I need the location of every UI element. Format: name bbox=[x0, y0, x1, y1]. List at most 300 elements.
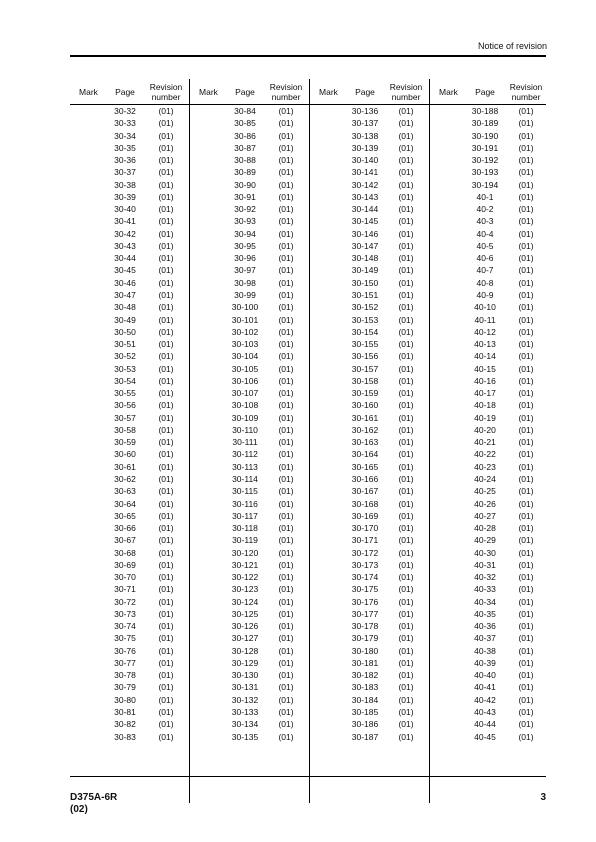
revision-cell: (01) bbox=[158, 191, 174, 202]
mark-cell bbox=[430, 559, 467, 571]
table-row bbox=[310, 252, 429, 264]
table-row bbox=[70, 166, 189, 178]
revision-cell: (01) bbox=[398, 731, 414, 742]
page-cell: 30-139 bbox=[351, 142, 379, 153]
page-cell: 30-163 bbox=[351, 437, 379, 448]
revision-cell: (01) bbox=[518, 523, 534, 534]
mark-cell bbox=[70, 620, 107, 632]
revision-cell: (01) bbox=[518, 106, 534, 116]
revision-cell: (01) bbox=[518, 228, 534, 239]
table-row bbox=[70, 424, 189, 436]
table-row bbox=[430, 338, 549, 350]
mark-cell bbox=[430, 338, 467, 350]
revision-cell: (01) bbox=[158, 277, 174, 288]
revision-cell: (01) bbox=[278, 204, 294, 215]
table-row bbox=[430, 731, 549, 743]
page-header: Page bbox=[475, 86, 495, 97]
mark-cell bbox=[310, 718, 347, 730]
revision-cell: (01) bbox=[278, 265, 294, 276]
page-cell: 30-133 bbox=[231, 707, 259, 718]
page-cell: 30-75 bbox=[114, 633, 136, 644]
mark-cell bbox=[190, 424, 227, 436]
page-cell: 30-115 bbox=[232, 486, 258, 497]
table-row bbox=[430, 657, 549, 669]
mark-cell bbox=[190, 620, 227, 632]
table-row bbox=[430, 228, 549, 240]
page-cell: 40-17 bbox=[474, 388, 496, 399]
table-row bbox=[430, 142, 549, 154]
mark-cell bbox=[310, 657, 347, 669]
table-row bbox=[430, 375, 549, 387]
mark-cell bbox=[310, 596, 347, 608]
revision-cell: (01) bbox=[278, 719, 294, 730]
revision-cell: (01) bbox=[518, 707, 534, 718]
revision-cell: (01) bbox=[158, 424, 174, 435]
page-cell: 30-63 bbox=[114, 486, 136, 497]
revision-cell: (01) bbox=[278, 535, 294, 546]
revision-cell: (01) bbox=[398, 682, 414, 693]
page-cell: 30-113 bbox=[232, 461, 258, 472]
revision-cell: (01) bbox=[278, 707, 294, 718]
revision-cell: (01) bbox=[398, 277, 414, 288]
page-cell: 30-159 bbox=[351, 388, 379, 399]
mark-cell bbox=[70, 240, 107, 252]
page-cell: 40-27 bbox=[474, 510, 496, 521]
page-cell: 30-41 bbox=[114, 216, 136, 227]
mark-cell bbox=[70, 105, 107, 117]
mark-cell bbox=[190, 154, 227, 166]
revision-cell: (01) bbox=[398, 302, 414, 313]
mark-cell bbox=[430, 375, 467, 387]
table-row bbox=[430, 620, 549, 632]
mark-cell bbox=[310, 731, 347, 743]
mark-cell bbox=[430, 326, 467, 338]
page-cell: 40-8 bbox=[476, 277, 494, 288]
revision-cell: (01) bbox=[518, 118, 534, 129]
mark-cell bbox=[70, 412, 107, 424]
mark-cell bbox=[310, 571, 347, 583]
table-row bbox=[190, 130, 309, 142]
mark-cell bbox=[190, 608, 227, 620]
table-row bbox=[190, 608, 309, 620]
mark-cell bbox=[430, 166, 467, 178]
table-row bbox=[70, 731, 189, 743]
revision-cell: (01) bbox=[158, 473, 174, 484]
mark-cell bbox=[70, 706, 107, 718]
table-row bbox=[310, 117, 429, 129]
table-row bbox=[70, 301, 189, 313]
mark-cell bbox=[70, 142, 107, 154]
page-cell: 40-10 bbox=[474, 302, 496, 313]
revision-cell: (01) bbox=[398, 118, 414, 129]
revision-cell: (01) bbox=[518, 596, 534, 607]
revision-cell: (01) bbox=[158, 326, 174, 337]
mark-cell bbox=[430, 461, 467, 473]
page-cell: 30-146 bbox=[351, 228, 379, 239]
table-row bbox=[190, 731, 309, 743]
table-row bbox=[310, 547, 429, 559]
page-cell: 40-36 bbox=[474, 621, 496, 632]
page-cell: 30-34 bbox=[114, 130, 136, 141]
mark-cell bbox=[70, 718, 107, 730]
revision-cell: (01) bbox=[518, 326, 534, 337]
mark-cell bbox=[310, 191, 347, 203]
table-row bbox=[430, 203, 549, 215]
table-row bbox=[310, 522, 429, 534]
header-block-1 bbox=[70, 79, 189, 104]
revision-cell: (01) bbox=[158, 584, 174, 595]
mark-cell bbox=[70, 314, 107, 326]
mark-cell bbox=[310, 473, 347, 485]
page-cell: 30-48 bbox=[114, 302, 136, 313]
revision-cell: (01) bbox=[278, 633, 294, 644]
page-cell: 30-185 bbox=[351, 707, 379, 718]
page-cell: 30-38 bbox=[114, 179, 136, 190]
mark-cell bbox=[190, 228, 227, 240]
table-row bbox=[430, 596, 549, 608]
mark-cell bbox=[70, 436, 107, 448]
revision-cell: (01) bbox=[278, 621, 294, 632]
revision-cell: (01) bbox=[278, 731, 294, 742]
page-cell: 30-170 bbox=[351, 523, 379, 534]
page-cell: 30-83 bbox=[114, 731, 136, 742]
page-cell: 30-66 bbox=[114, 523, 136, 534]
mark-cell bbox=[70, 166, 107, 178]
revision-cell: (01) bbox=[398, 253, 414, 264]
page-cell: 30-86 bbox=[234, 130, 256, 141]
table-row bbox=[70, 363, 189, 375]
page-cell: 30-184 bbox=[351, 694, 379, 705]
page-cell: 30-134 bbox=[231, 719, 259, 730]
page-cell: 40-19 bbox=[474, 412, 496, 423]
revision-cell: (01) bbox=[278, 155, 294, 166]
table-row bbox=[70, 436, 189, 448]
page-cell: 30-97 bbox=[234, 265, 256, 276]
table-row bbox=[310, 583, 429, 595]
revision-cell: (01) bbox=[158, 657, 174, 668]
table-row bbox=[70, 498, 189, 510]
table-row bbox=[430, 252, 549, 264]
mark-cell bbox=[190, 166, 227, 178]
revision-cell: (01) bbox=[158, 388, 174, 399]
mark-cell bbox=[310, 424, 347, 436]
table-row bbox=[70, 142, 189, 154]
revision-cell: (01) bbox=[518, 302, 534, 313]
revision-cell: (01) bbox=[278, 437, 294, 448]
revision-cell: (01) bbox=[278, 645, 294, 656]
table-row bbox=[310, 350, 429, 362]
header-block-2 bbox=[189, 79, 309, 104]
mark-cell bbox=[430, 620, 467, 632]
mark-cell bbox=[310, 264, 347, 276]
table-row bbox=[310, 412, 429, 424]
page-cell: 40-20 bbox=[474, 424, 496, 435]
table-row bbox=[70, 632, 189, 644]
mark-cell bbox=[310, 461, 347, 473]
table-row bbox=[190, 534, 309, 546]
revision-cell: (01) bbox=[278, 130, 294, 141]
mark-cell bbox=[430, 694, 467, 706]
page-cell: 30-176 bbox=[351, 596, 379, 607]
mark-cell bbox=[310, 154, 347, 166]
table-row bbox=[310, 534, 429, 546]
table-row bbox=[430, 485, 549, 497]
page-cell: 30-107 bbox=[231, 388, 259, 399]
table-row bbox=[190, 485, 309, 497]
page-cell: 30-80 bbox=[114, 694, 136, 705]
revision-cell: (01) bbox=[398, 707, 414, 718]
mark-cell bbox=[310, 375, 347, 387]
revision-cell: (01) bbox=[278, 657, 294, 668]
page-cell: 30-181 bbox=[351, 657, 379, 668]
mark-cell bbox=[190, 289, 227, 301]
page-cell: 30-179 bbox=[351, 633, 379, 644]
revision-cell: (01) bbox=[158, 375, 174, 386]
page-cell: 30-61 bbox=[114, 461, 136, 472]
page-cell: 30-155 bbox=[351, 339, 379, 350]
mark-cell bbox=[310, 326, 347, 338]
revision-cell: (01) bbox=[158, 142, 174, 153]
revision-cell: (01) bbox=[158, 412, 174, 423]
table-row bbox=[430, 632, 549, 644]
table-row bbox=[70, 620, 189, 632]
mark-cell bbox=[190, 706, 227, 718]
revision-header: Revision number bbox=[389, 81, 423, 102]
mark-cell bbox=[310, 314, 347, 326]
page-cell: 30-35 bbox=[114, 142, 136, 153]
table-row bbox=[430, 326, 549, 338]
table-row bbox=[310, 632, 429, 644]
page-cell: 40-37 bbox=[474, 633, 496, 644]
revision-cell: (01) bbox=[398, 375, 414, 386]
mark-cell bbox=[190, 473, 227, 485]
revision-cell: (01) bbox=[398, 351, 414, 362]
page-header: Page bbox=[235, 86, 255, 97]
table-row bbox=[190, 289, 309, 301]
page-cell: 40-7 bbox=[476, 265, 494, 276]
table-row bbox=[310, 130, 429, 142]
page-cell: 30-177 bbox=[351, 608, 379, 619]
page-cell: 30-45 bbox=[114, 265, 136, 276]
mark-cell bbox=[310, 412, 347, 424]
table-row bbox=[70, 289, 189, 301]
page-cell: 30-144 bbox=[351, 204, 379, 215]
revision-cell: (01) bbox=[278, 449, 294, 460]
table-row bbox=[70, 596, 189, 608]
mark-cell bbox=[310, 350, 347, 362]
mark-cell bbox=[70, 534, 107, 546]
table-row bbox=[310, 669, 429, 681]
mark-cell bbox=[190, 669, 227, 681]
revision-cell: (01) bbox=[398, 106, 414, 116]
mark-cell bbox=[310, 338, 347, 350]
mark-cell bbox=[70, 645, 107, 657]
revision-cell: (01) bbox=[398, 694, 414, 705]
revision-cell: (01) bbox=[398, 608, 414, 619]
revision-cell: (01) bbox=[278, 559, 294, 570]
table-row bbox=[310, 301, 429, 313]
page-cell: 30-65 bbox=[114, 510, 136, 521]
revision-cell: (01) bbox=[518, 351, 534, 362]
mark-cell bbox=[190, 498, 227, 510]
revision-cell: (01) bbox=[398, 363, 414, 374]
page-cell: 30-91 bbox=[234, 191, 256, 202]
revision-cell: (01) bbox=[518, 670, 534, 681]
revision-cell: (01) bbox=[158, 314, 174, 325]
revision-cell: (01) bbox=[518, 621, 534, 632]
mark-header: Mark bbox=[199, 86, 218, 97]
page-cell: 40-2 bbox=[476, 204, 494, 215]
table-row bbox=[190, 645, 309, 657]
table-row bbox=[190, 559, 309, 571]
revision-cell: (01) bbox=[398, 314, 414, 325]
page-number: 3 bbox=[540, 792, 546, 803]
mark-cell bbox=[70, 338, 107, 350]
table-row bbox=[310, 399, 429, 411]
mark-cell bbox=[430, 522, 467, 534]
revision-cell: (01) bbox=[158, 461, 174, 472]
table-row bbox=[190, 191, 309, 203]
revision-cell: (01) bbox=[398, 621, 414, 632]
mark-cell bbox=[430, 718, 467, 730]
mark-cell bbox=[190, 191, 227, 203]
mark-cell bbox=[70, 473, 107, 485]
revision-cell: (01) bbox=[518, 412, 534, 423]
page-cell: 30-73 bbox=[114, 608, 136, 619]
mark-cell bbox=[310, 240, 347, 252]
revision-cell: (01) bbox=[518, 167, 534, 178]
table-row bbox=[70, 473, 189, 485]
page-cell: 30-162 bbox=[351, 424, 379, 435]
table-row bbox=[190, 522, 309, 534]
table-row bbox=[190, 363, 309, 375]
table-row bbox=[430, 277, 549, 289]
mark-cell bbox=[70, 375, 107, 387]
mark-cell bbox=[190, 461, 227, 473]
mark-cell bbox=[190, 338, 227, 350]
table-row bbox=[310, 706, 429, 718]
table-row bbox=[310, 448, 429, 460]
page-cell: 30-89 bbox=[234, 167, 256, 178]
page-cell: 30-143 bbox=[351, 191, 379, 202]
revision-cell: (01) bbox=[518, 682, 534, 693]
page-cell: 30-104 bbox=[231, 351, 259, 362]
header-block-3 bbox=[309, 79, 429, 104]
table-row bbox=[310, 363, 429, 375]
revision-cell: (01) bbox=[398, 572, 414, 583]
page-cell: 30-173 bbox=[351, 559, 379, 570]
page-cell: 30-126 bbox=[231, 621, 259, 632]
page-cell: 30-71 bbox=[114, 584, 136, 595]
page-cell: 30-192 bbox=[471, 155, 499, 166]
mark-cell bbox=[430, 547, 467, 559]
mark-cell bbox=[430, 632, 467, 644]
mark-cell bbox=[70, 669, 107, 681]
mark-cell bbox=[70, 387, 107, 399]
mark-cell bbox=[430, 142, 467, 154]
table-row bbox=[310, 485, 429, 497]
table-row bbox=[310, 240, 429, 252]
page-cell: 30-148 bbox=[351, 253, 379, 264]
page-cell: 30-186 bbox=[351, 719, 379, 730]
mark-cell bbox=[190, 375, 227, 387]
table-row bbox=[190, 338, 309, 350]
mark-cell bbox=[310, 608, 347, 620]
table-row bbox=[190, 694, 309, 706]
table-row bbox=[430, 534, 549, 546]
revision-cell: (01) bbox=[278, 351, 294, 362]
mark-cell bbox=[310, 142, 347, 154]
revision-cell: (01) bbox=[278, 216, 294, 227]
table-row bbox=[310, 264, 429, 276]
mark-cell bbox=[70, 510, 107, 522]
table-row bbox=[430, 289, 549, 301]
table-row bbox=[430, 314, 549, 326]
table-row bbox=[190, 681, 309, 693]
mark-cell bbox=[70, 130, 107, 142]
page-cell: 40-24 bbox=[474, 473, 496, 484]
page-cell: 40-3 bbox=[476, 216, 494, 227]
revision-cell: (01) bbox=[518, 424, 534, 435]
mark-cell bbox=[70, 277, 107, 289]
page-cell: 30-79 bbox=[114, 682, 136, 693]
mark-cell bbox=[430, 473, 467, 485]
revision-cell: (01) bbox=[158, 498, 174, 509]
table-row bbox=[190, 620, 309, 632]
page-cell: 30-90 bbox=[234, 179, 256, 190]
table-row bbox=[190, 215, 309, 227]
mark-cell bbox=[310, 534, 347, 546]
mark-cell bbox=[70, 363, 107, 375]
table-row bbox=[70, 215, 189, 227]
revision-cell: (01) bbox=[158, 167, 174, 178]
table-row bbox=[190, 179, 309, 191]
table-row bbox=[310, 154, 429, 166]
revision-cell: (01) bbox=[398, 155, 414, 166]
mark-cell bbox=[430, 498, 467, 510]
table-row bbox=[430, 264, 549, 276]
revision-cell: (01) bbox=[518, 437, 534, 448]
mark-cell bbox=[70, 657, 107, 669]
revision-cell: (01) bbox=[518, 375, 534, 386]
page-cell: 30-114 bbox=[232, 473, 258, 484]
table-row bbox=[430, 718, 549, 730]
revision-cell: (01) bbox=[158, 363, 174, 374]
page-cell: 30-152 bbox=[351, 302, 379, 313]
mark-cell bbox=[190, 645, 227, 657]
table-row bbox=[70, 399, 189, 411]
revision-cell: (01) bbox=[278, 461, 294, 472]
table-row bbox=[430, 154, 549, 166]
revision-cell: (01) bbox=[518, 363, 534, 374]
mark-cell bbox=[310, 485, 347, 497]
page-cell: 30-153 bbox=[351, 314, 379, 325]
page-cell: 40-13 bbox=[474, 339, 496, 350]
table-row bbox=[310, 620, 429, 632]
table-row bbox=[190, 228, 309, 240]
page-cell: 30-99 bbox=[234, 289, 256, 300]
page-cell: 30-70 bbox=[114, 572, 136, 583]
mark-cell bbox=[70, 191, 107, 203]
table-row bbox=[70, 314, 189, 326]
table-row bbox=[190, 718, 309, 730]
table-row bbox=[70, 706, 189, 718]
page-cell: 40-31 bbox=[474, 559, 496, 570]
mark-cell bbox=[70, 289, 107, 301]
mark-header: Mark bbox=[439, 86, 458, 97]
table-row bbox=[430, 448, 549, 460]
revision-cell: (01) bbox=[278, 326, 294, 337]
